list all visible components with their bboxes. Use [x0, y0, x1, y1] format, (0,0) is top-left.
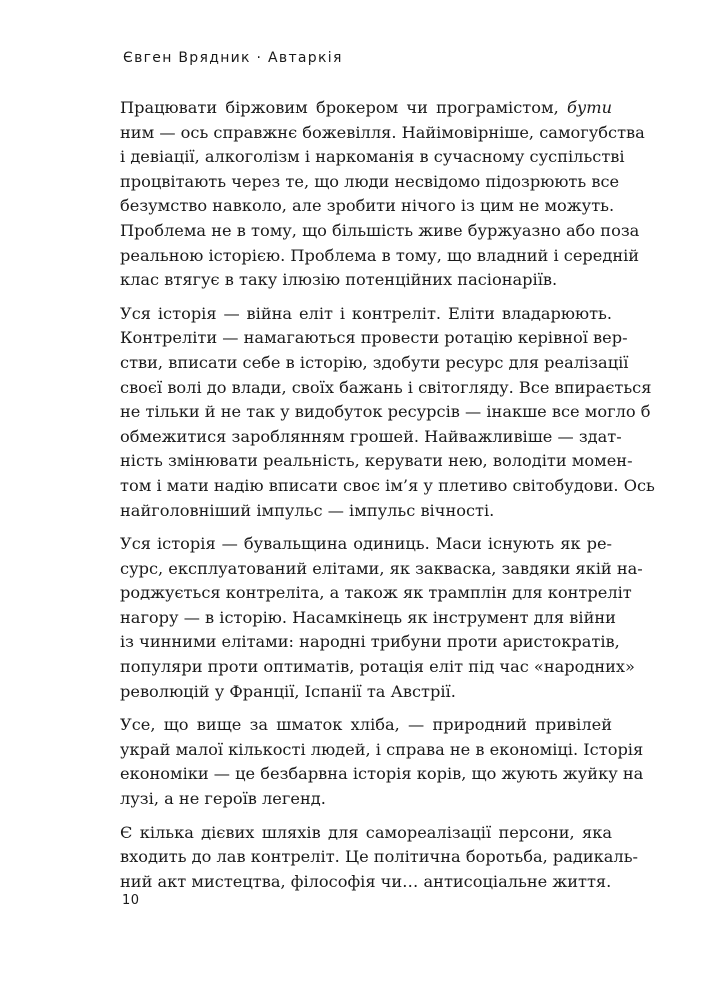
text-line: своєї волі до влади, своїх бажань і світогляду. Все впирається [120, 377, 652, 397]
paragraph-4 [120, 713, 644, 811]
text-line: процвітають через те, що люди несвідомо підозрюють все [120, 171, 620, 191]
text-line: Уся історія — війна еліт і контреліт. Еліти владарюють. [120, 303, 612, 323]
text-line: стви, вписати себе в історію, здобути ресурс для реалізації [120, 352, 629, 372]
text-line: із чинними елітами: народні трибуни проти аристократів, [120, 632, 620, 652]
text-line: входить до лав контреліт. Це політична боротьба, радикаль- [120, 847, 638, 867]
paragraph-5 [120, 821, 638, 895]
text-line: клас втягує в таку ілюзію потенційних пасіонаріїв. [120, 270, 558, 290]
body-text [120, 96, 655, 903]
text-line: роджується контреліта, а також як трамплін для контреліт [120, 583, 632, 603]
text-line: украй малої кількості людей, і справа не в економіці. Історія [120, 739, 644, 759]
text-line: не тільки й не так у видобуток ресурсів — інакше все могло б [120, 402, 651, 422]
paragraph-2 [120, 302, 655, 523]
text-line: Є кілька дієвих шляхів для самореалізації персони, яка [120, 822, 612, 842]
page-number: 10 [122, 893, 140, 908]
text-line: Проблема не в тому, що більшість живе буржуазно або поза [120, 220, 640, 240]
paragraph-1 [120, 96, 645, 293]
text-line: ним — ось справжнє божевілля. Найімовірніше, самогубства [120, 122, 645, 142]
text-line: обмежитися зароблянням грошей. Найважливіше — здат- [120, 426, 622, 446]
text-line: лузі, а не героїв легенд. [120, 789, 326, 809]
text-line: і девіації, алкоголізм і наркоманія в сучасному суспільстві [120, 147, 625, 167]
text-line: Уся історія — бувальщина одиниць. Маси існують як ре- [120, 534, 612, 554]
text-line: сурс, експлуатований елітами, як закваска, завдяки якій на- [120, 558, 643, 578]
text-line: економіки — це безбарвна історія корів, що жують жуйку на [120, 764, 644, 784]
text-line: реальною історією. Проблема в тому, що владний і середній [120, 245, 640, 265]
text-line: безумство навколо, але зробити нічого із цим не можуть. [120, 196, 615, 216]
text-line: ність змінювати реальність, керувати нею, володіти момен- [120, 451, 633, 471]
text-line: ний акт мистецтва, філософія чи… антисоціальне життя. [120, 871, 612, 891]
text-line: Усе, що вище за шматок хліба, — природний привілей [120, 715, 612, 735]
running-head: Євген Врядник · Автаркія [123, 50, 343, 66]
text-line: Контреліти — намагаються провести ротацію керівної вер- [120, 328, 628, 348]
paragraph-3 [120, 532, 643, 704]
text-line: нагору — в історію. Насамкінець як інструмент для війни [120, 607, 616, 627]
text-line: популяри проти оптиматів, ротація еліт під час «народних» [120, 657, 635, 677]
text-line: революцій у Франції, Іспанії та Австрії. [120, 681, 456, 701]
text-line: найголовніший імпульс — імпульс вічності. [120, 500, 495, 520]
text-line: том і мати надію вписати своє ім’я у плетиво світобудови. Ось [120, 475, 655, 495]
text-line: Працювати біржовим брокером чи програмістом, бути [120, 98, 612, 117]
